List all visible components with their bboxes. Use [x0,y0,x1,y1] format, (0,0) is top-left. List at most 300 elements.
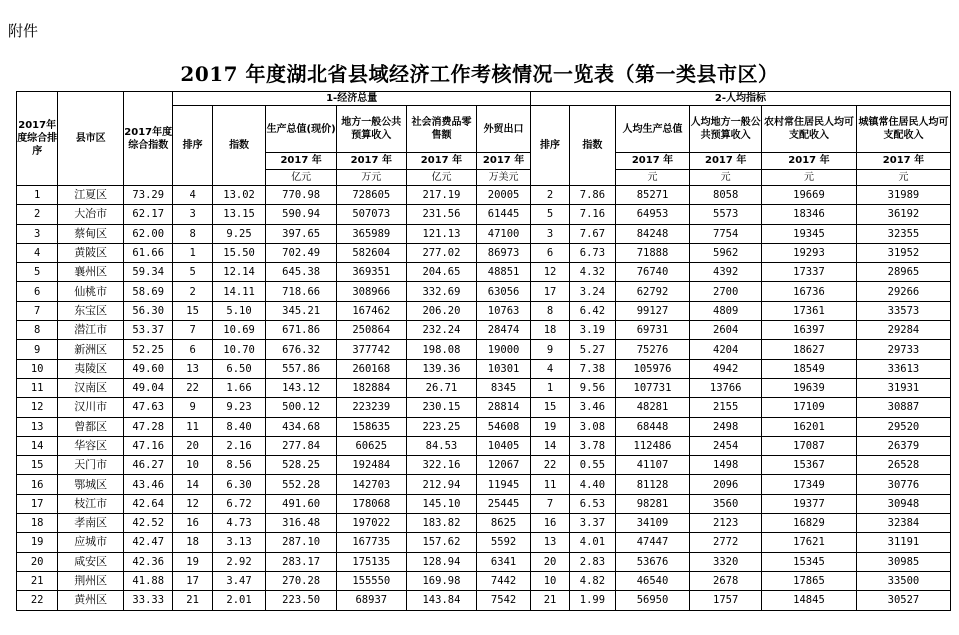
cell-retail: 223.25 [406,417,477,436]
cell-budget-revenue: 175135 [336,552,406,571]
cell-rural-income: 15345 [762,552,857,571]
cell-county: 蔡甸区 [58,224,124,243]
cell-budget-revenue: 260168 [336,359,406,378]
table-row [17,494,951,513]
cell-county: 鄂城区 [58,475,124,494]
cell-county: 汉川市 [58,398,124,417]
cell-index-2: 5.27 [570,340,615,359]
cell-exports: 20005 [477,186,531,205]
cell-rank-2: 7 [530,494,569,513]
cell-urban-income: 30527 [856,591,950,610]
cell-gdp: 645.38 [266,263,337,282]
cell-index-1: 6.50 [212,359,266,378]
cell-urban-income: 31989 [856,186,950,205]
cell-score: 62.00 [124,224,173,243]
cell-index-2: 0.55 [570,456,615,475]
cell-rank-2: 12 [530,263,569,282]
cell-county: 应城市 [58,533,124,552]
cell-budget-per-capita: 2123 [690,514,762,533]
cell-retail: 139.36 [406,359,477,378]
cell-exports: 19000 [477,340,531,359]
cell-gdp: 270.28 [266,571,337,590]
cell-budget-revenue: 507073 [336,205,406,224]
cell-index-1: 1.66 [212,378,266,397]
cell-gdp-per-capita: 64953 [615,205,690,224]
cell-rank-2: 5 [530,205,569,224]
cell-gdp-per-capita: 68448 [615,417,690,436]
cell-county: 夷陵区 [58,359,124,378]
table-row [17,263,951,282]
table-row [17,398,951,417]
cell-rural-income: 19293 [762,243,857,262]
cell-index-1: 2.92 [212,552,266,571]
cell-gdp-per-capita: 99127 [615,301,690,320]
cell-gdp-per-capita: 46540 [615,571,690,590]
header-group-per-capita: 2-人均指标 [530,92,950,106]
table-row [17,186,951,205]
cell-index-2: 6.42 [570,301,615,320]
cell-rank-2: 4 [530,359,569,378]
cell-rank-1: 16 [173,514,212,533]
cell-gdp-per-capita: 75276 [615,340,690,359]
cell-index-1: 14.11 [212,282,266,301]
cell-county: 华容区 [58,436,124,455]
cell-budget-per-capita: 2498 [690,417,762,436]
table-row [17,378,951,397]
cell-budget-revenue: 60625 [336,436,406,455]
cell-gdp-per-capita: 112486 [615,436,690,455]
cell-budget-per-capita: 3560 [690,494,762,513]
cell-gdp-per-capita: 81128 [615,475,690,494]
cell-rank-1: 12 [173,494,212,513]
cell-score: 43.46 [124,475,173,494]
header-year: 2017 年 [266,153,337,170]
cell-rank-1: 6 [173,340,212,359]
cell-rural-income: 17361 [762,301,857,320]
assessment-table [16,91,951,611]
cell-retail: 169.98 [406,571,477,590]
cell-rank-overall: 22 [17,591,58,610]
cell-gdp: 345.21 [266,301,337,320]
cell-urban-income: 30776 [856,475,950,494]
cell-score: 33.33 [124,591,173,610]
cell-rank-2: 18 [530,321,569,340]
cell-retail: 232.24 [406,321,477,340]
cell-rank-2: 19 [530,417,569,436]
cell-rural-income: 17109 [762,398,857,417]
cell-urban-income: 32355 [856,224,950,243]
cell-rank-1: 8 [173,224,212,243]
cell-exports: 7442 [477,571,531,590]
cell-exports: 7542 [477,591,531,610]
header-unit: 亿元 [266,170,337,186]
cell-rural-income: 18549 [762,359,857,378]
cell-rank-overall: 15 [17,456,58,475]
table-row [17,282,951,301]
cell-score: 41.88 [124,571,173,590]
cell-rank-2: 13 [530,533,569,552]
cell-index-1: 6.72 [212,494,266,513]
cell-exports: 47100 [477,224,531,243]
cell-budget-revenue: 365989 [336,224,406,243]
cell-budget-per-capita: 2155 [690,398,762,417]
cell-retail: 183.82 [406,514,477,533]
cell-rank-2: 10 [530,571,569,590]
cell-rank-2: 1 [530,378,569,397]
cell-retail: 322.16 [406,456,477,475]
cell-score: 53.37 [124,321,173,340]
cell-gdp: 500.12 [266,398,337,417]
cell-budget-revenue: 167735 [336,533,406,552]
cell-rank-2: 20 [530,552,569,571]
cell-gdp: 277.84 [266,436,337,455]
header-year: 2017 年 [406,153,477,170]
cell-exports: 28474 [477,321,531,340]
cell-budget-revenue: 369351 [336,263,406,282]
cell-budget-per-capita: 4809 [690,301,762,320]
page-title: 2017 年度湖北省县域经济工作考核情况一览表（第一类县市区） [180,62,779,86]
table-row [17,321,951,340]
cell-index-1: 10.69 [212,321,266,340]
header-year: 2017 年 [762,153,857,170]
cell-retail: 128.94 [406,552,477,571]
cell-budget-revenue: 728605 [336,186,406,205]
cell-gdp-per-capita: 107731 [615,378,690,397]
cell-exports: 8625 [477,514,531,533]
cell-retail: 145.10 [406,494,477,513]
cell-rank-2: 3 [530,224,569,243]
header-unit: 元 [762,170,857,186]
cell-urban-income: 29266 [856,282,950,301]
cell-index-2: 1.99 [570,591,615,610]
cell-rural-income: 18627 [762,340,857,359]
header-gdp-per-capita: 人均生产总值 [615,106,690,153]
cell-index-1: 8.56 [212,456,266,475]
table-row [17,224,951,243]
cell-score: 47.16 [124,436,173,455]
header-year: 2017 年 [336,153,406,170]
attachment-label: 附件 [8,22,39,40]
cell-index-1: 10.70 [212,340,266,359]
cell-budget-revenue: 377742 [336,340,406,359]
cell-retail: 157.62 [406,533,477,552]
cell-urban-income: 29733 [856,340,950,359]
cell-score: 49.04 [124,378,173,397]
cell-score: 73.29 [124,186,173,205]
cell-county: 枝江市 [58,494,124,513]
cell-score: 42.64 [124,494,173,513]
cell-county: 潜江市 [58,321,124,340]
table-row [17,591,951,610]
cell-retail: 332.69 [406,282,477,301]
table-row [17,301,951,320]
cell-score: 42.36 [124,552,173,571]
cell-budget-revenue: 197022 [336,514,406,533]
cell-rural-income: 16201 [762,417,857,436]
cell-rank-overall: 5 [17,263,58,282]
cell-budget-per-capita: 7754 [690,224,762,243]
cell-budget-revenue: 158635 [336,417,406,436]
cell-index-1: 13.15 [212,205,266,224]
cell-rank-overall: 4 [17,243,58,262]
cell-rural-income: 19377 [762,494,857,513]
table-row [17,475,951,494]
cell-index-1: 6.30 [212,475,266,494]
cell-rank-1: 22 [173,378,212,397]
cell-rural-income: 18346 [762,205,857,224]
header-year: 2017 年 [477,153,531,170]
cell-county: 天门市 [58,456,124,475]
cell-county: 大冶市 [58,205,124,224]
cell-budget-per-capita: 5962 [690,243,762,262]
cell-urban-income: 33613 [856,359,950,378]
cell-rank-1: 15 [173,301,212,320]
cell-budget-revenue: 68937 [336,591,406,610]
cell-rank-2: 22 [530,456,569,475]
cell-rural-income: 17337 [762,263,857,282]
cell-urban-income: 33573 [856,301,950,320]
cell-rank-1: 4 [173,186,212,205]
cell-budget-per-capita: 4392 [690,263,762,282]
cell-rank-overall: 18 [17,514,58,533]
header-index-2: 指数 [570,106,615,186]
cell-rank-1: 14 [173,475,212,494]
cell-retail: 212.94 [406,475,477,494]
cell-rural-income: 19639 [762,378,857,397]
table-row [17,533,951,552]
cell-county: 咸安区 [58,552,124,571]
table-row [17,359,951,378]
table-row [17,243,951,262]
cell-retail: 217.19 [406,186,477,205]
cell-rank-overall: 11 [17,378,58,397]
cell-gdp-per-capita: 84248 [615,224,690,243]
cell-exports: 10405 [477,436,531,455]
table-row [17,417,951,436]
table-row [17,436,951,455]
cell-exports: 6341 [477,552,531,571]
header-unit: 元 [690,170,762,186]
cell-rank-1: 17 [173,571,212,590]
cell-rank-1: 9 [173,398,212,417]
cell-county: 新洲区 [58,340,124,359]
cell-index-2: 6.53 [570,494,615,513]
cell-score: 58.69 [124,282,173,301]
cell-rural-income: 17349 [762,475,857,494]
cell-exports: 86973 [477,243,531,262]
header-rural-income: 农村常住居民人均可支配收入 [762,106,857,153]
cell-rank-1: 11 [173,417,212,436]
header-unit: 元 [856,170,950,186]
cell-index-2: 9.56 [570,378,615,397]
cell-gdp: 223.50 [266,591,337,610]
cell-index-2: 7.86 [570,186,615,205]
cell-gdp-per-capita: 76740 [615,263,690,282]
cell-urban-income: 33500 [856,571,950,590]
cell-index-2: 3.19 [570,321,615,340]
cell-budget-revenue: 223239 [336,398,406,417]
cell-urban-income: 29284 [856,321,950,340]
cell-urban-income: 28965 [856,263,950,282]
cell-budget-per-capita: 8058 [690,186,762,205]
cell-rank-overall: 7 [17,301,58,320]
cell-exports: 10763 [477,301,531,320]
cell-score: 49.60 [124,359,173,378]
cell-rural-income: 14845 [762,591,857,610]
cell-retail: 143.84 [406,591,477,610]
table-row [17,571,951,590]
cell-index-2: 7.67 [570,224,615,243]
cell-rank-2: 15 [530,398,569,417]
cell-budget-per-capita: 5573 [690,205,762,224]
header-unit: 万元 [336,170,406,186]
cell-rank-overall: 12 [17,398,58,417]
cell-retail: 121.13 [406,224,477,243]
cell-exports: 10301 [477,359,531,378]
cell-index-1: 2.01 [212,591,266,610]
cell-rank-overall: 14 [17,436,58,455]
cell-rank-overall: 1 [17,186,58,205]
table-row [17,340,951,359]
cell-index-1: 9.23 [212,398,266,417]
cell-rank-1: 3 [173,205,212,224]
cell-rural-income: 15367 [762,456,857,475]
cell-rank-1: 10 [173,456,212,475]
cell-gdp: 718.66 [266,282,337,301]
header-budget-per-capita: 人均地方一般公共预算收入 [690,106,762,153]
cell-rank-2: 21 [530,591,569,610]
cell-index-2: 4.40 [570,475,615,494]
cell-gdp: 397.65 [266,224,337,243]
cell-rank-2: 6 [530,243,569,262]
header-index-1: 指数 [212,106,266,186]
header-score: 2017年度综合指数 [124,92,173,186]
cell-score: 52.25 [124,340,173,359]
cell-urban-income: 26379 [856,436,950,455]
header-budget-revenue: 地方一般公共预算收入 [336,106,406,153]
cell-urban-income: 30985 [856,552,950,571]
header-year: 2017 年 [690,153,762,170]
cell-budget-revenue: 582604 [336,243,406,262]
cell-exports: 61445 [477,205,531,224]
cell-gdp: 770.98 [266,186,337,205]
cell-index-2: 2.83 [570,552,615,571]
cell-rural-income: 19669 [762,186,857,205]
cell-rank-overall: 21 [17,571,58,590]
cell-rank-2: 16 [530,514,569,533]
cell-rank-2: 14 [530,436,569,455]
cell-index-1: 8.40 [212,417,266,436]
cell-score: 59.34 [124,263,173,282]
cell-urban-income: 31931 [856,378,950,397]
cell-county: 荆州区 [58,571,124,590]
cell-gdp: 590.94 [266,205,337,224]
cell-gdp: 283.17 [266,552,337,571]
cell-county: 汉南区 [58,378,124,397]
header-unit: 亿元 [406,170,477,186]
cell-gdp: 671.86 [266,321,337,340]
cell-gdp: 143.12 [266,378,337,397]
cell-gdp-per-capita: 69731 [615,321,690,340]
cell-gdp: 676.32 [266,340,337,359]
header-unit: 元 [615,170,690,186]
cell-county: 东宝区 [58,301,124,320]
cell-gdp-per-capita: 48281 [615,398,690,417]
cell-budget-per-capita: 2700 [690,282,762,301]
header-year: 2017 年 [615,153,690,170]
cell-urban-income: 29520 [856,417,950,436]
cell-rank-overall: 8 [17,321,58,340]
cell-gdp-per-capita: 105976 [615,359,690,378]
cell-budget-per-capita: 1757 [690,591,762,610]
cell-rural-income: 17621 [762,533,857,552]
cell-index-2: 3.78 [570,436,615,455]
cell-budget-revenue: 142703 [336,475,406,494]
cell-budget-per-capita: 2604 [690,321,762,340]
cell-budget-revenue: 192484 [336,456,406,475]
cell-urban-income: 26528 [856,456,950,475]
table-row [17,456,951,475]
cell-urban-income: 30887 [856,398,950,417]
cell-budget-per-capita: 2454 [690,436,762,455]
cell-index-2: 3.24 [570,282,615,301]
table-body [17,186,951,611]
cell-rural-income: 16736 [762,282,857,301]
cell-budget-revenue: 155550 [336,571,406,590]
cell-county: 黄州区 [58,591,124,610]
cell-index-1: 5.10 [212,301,266,320]
cell-rank-overall: 6 [17,282,58,301]
cell-exports: 48851 [477,263,531,282]
cell-budget-per-capita: 4942 [690,359,762,378]
cell-score: 42.52 [124,514,173,533]
cell-rank-2: 9 [530,340,569,359]
cell-retail: 26.71 [406,378,477,397]
header-rank-2: 排序 [530,106,569,186]
cell-rank-2: 11 [530,475,569,494]
cell-rank-1: 7 [173,321,212,340]
cell-rank-1: 2 [173,282,212,301]
cell-retail: 204.65 [406,263,477,282]
cell-budget-per-capita: 4204 [690,340,762,359]
header-county: 县市区 [58,92,124,186]
cell-rural-income: 17865 [762,571,857,590]
cell-budget-per-capita: 1498 [690,456,762,475]
cell-gdp: 316.48 [266,514,337,533]
cell-index-2: 3.37 [570,514,615,533]
table-row [17,552,951,571]
cell-score: 61.66 [124,243,173,262]
cell-rural-income: 16397 [762,321,857,340]
cell-retail: 231.56 [406,205,477,224]
cell-index-1: 3.13 [212,533,266,552]
cell-retail: 198.08 [406,340,477,359]
cell-rank-1: 20 [173,436,212,455]
cell-index-1: 4.73 [212,514,266,533]
cell-budget-revenue: 308966 [336,282,406,301]
cell-rank-1: 19 [173,552,212,571]
cell-gdp: 528.25 [266,456,337,475]
cell-gdp: 491.60 [266,494,337,513]
cell-exports: 28814 [477,398,531,417]
cell-gdp-per-capita: 56950 [615,591,690,610]
cell-exports: 5592 [477,533,531,552]
cell-rank-overall: 17 [17,494,58,513]
cell-index-1: 13.02 [212,186,266,205]
cell-rank-overall: 9 [17,340,58,359]
cell-exports: 8345 [477,378,531,397]
cell-rank-1: 13 [173,359,212,378]
